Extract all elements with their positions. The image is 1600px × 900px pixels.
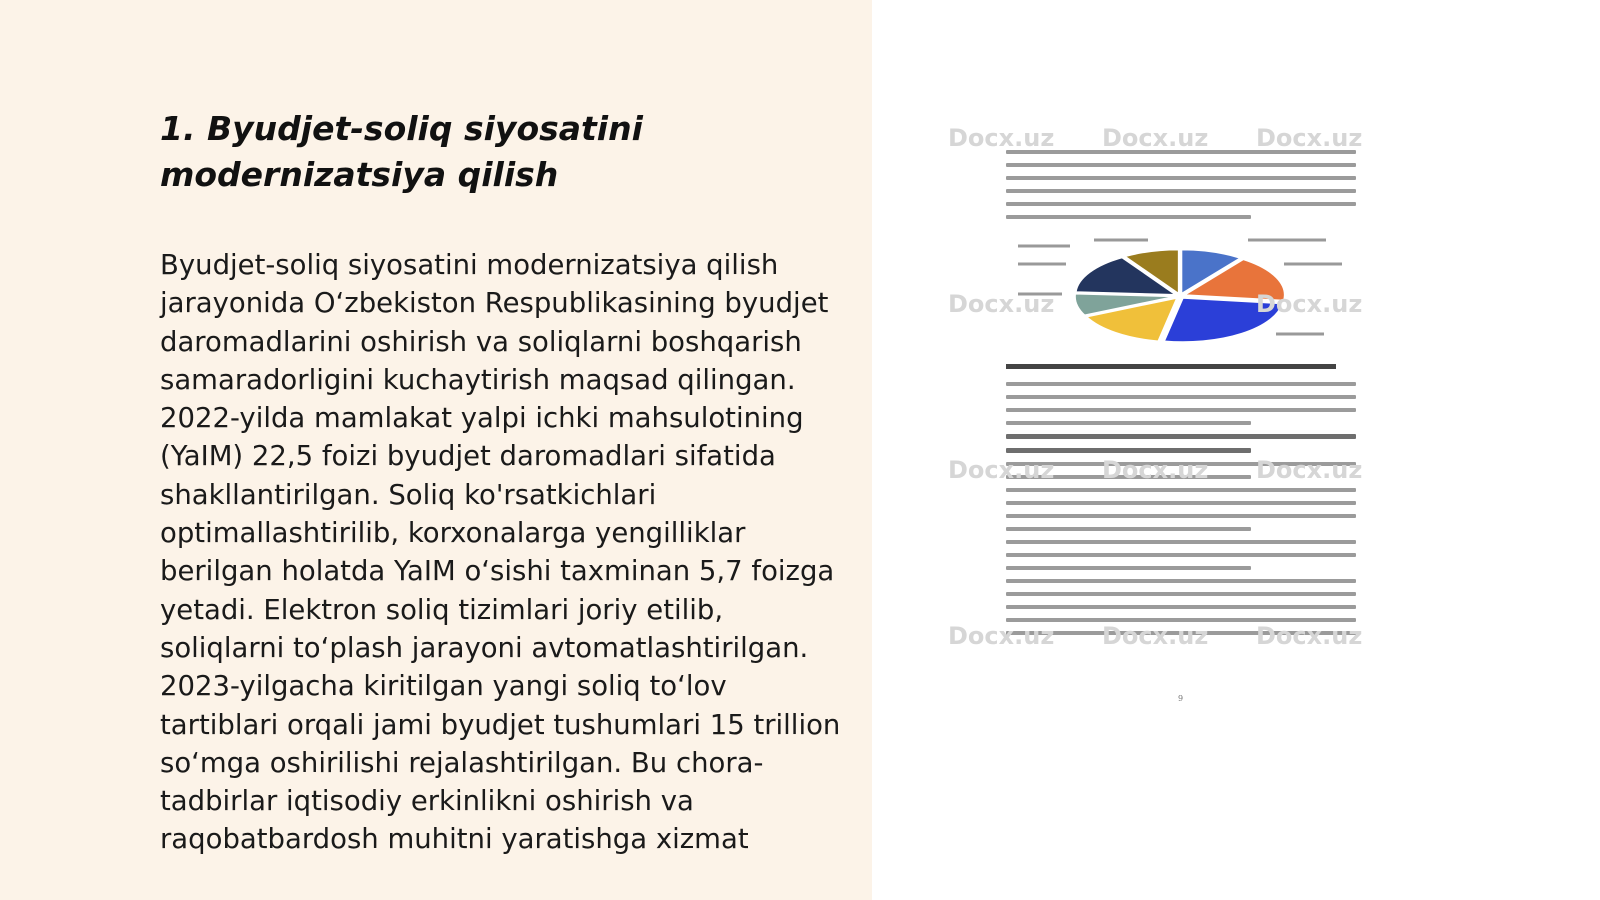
doc-paragraph-middle	[1006, 382, 1356, 644]
watermark: Docx.uz	[1256, 124, 1363, 152]
slide-body-text: Byudjet-soliq siyosatini modernizatsiya qilish jarayonida O‘zbekiston Respublikasining byudjet daromadlarini oshirish va soliqlarni boshqarish samaradorligini kuchaytirish maqsad qilingan. 2022-yilda mamlakat yalpi ichki mahsulotining (YaIM) 22,5 foizi byudjet daromadlari sifatida shakllantirilgan. Soliq ko'rsatkichlari optimallashtirilib, korxonalarga yengilliklar berilgan holatda YaIM o‘sishi taxminan 5,7 foizga yetadi. Elektron soliq tizimlari joriy etilib, soliqlarni to‘plash jarayoni avtomatlashtirilgan. 2023-yilgacha kiritilgan yangi soliq to‘lov tartiblari orqali jami byudjet tushumlari 15 trillion so‘mga oshirilishi rejalashtirilgan. Bu chora-tadbirlar iqtisodiy erkinlikni oshirish va raqobatbardosh muhitni yaratishga xizmat	[160, 249, 841, 856]
watermark: Docx.uz	[1256, 622, 1363, 650]
doc-paragraph-top	[1006, 150, 1356, 228]
doc-figure-caption	[1006, 364, 1336, 369]
watermark: Docx.uz	[1102, 622, 1209, 650]
watermark: Docx.uz	[948, 622, 1055, 650]
document-image-panel	[872, 0, 1600, 900]
watermark: Docx.uz	[948, 290, 1055, 318]
watermark: Docx.uz	[1256, 290, 1363, 318]
watermark: Docx.uz	[1102, 124, 1209, 152]
document-thumbnail	[990, 142, 1370, 702]
watermark: Docx.uz	[1102, 456, 1209, 484]
doc-page-number: 9	[1178, 694, 1184, 703]
watermark: Docx.uz	[948, 124, 1055, 152]
watermark: Docx.uz	[948, 456, 1055, 484]
watermark: Docx.uz	[1256, 456, 1363, 484]
slide-title: 1. Byudjet-soliq siyosatini modernizatsiya qilish	[160, 109, 643, 194]
